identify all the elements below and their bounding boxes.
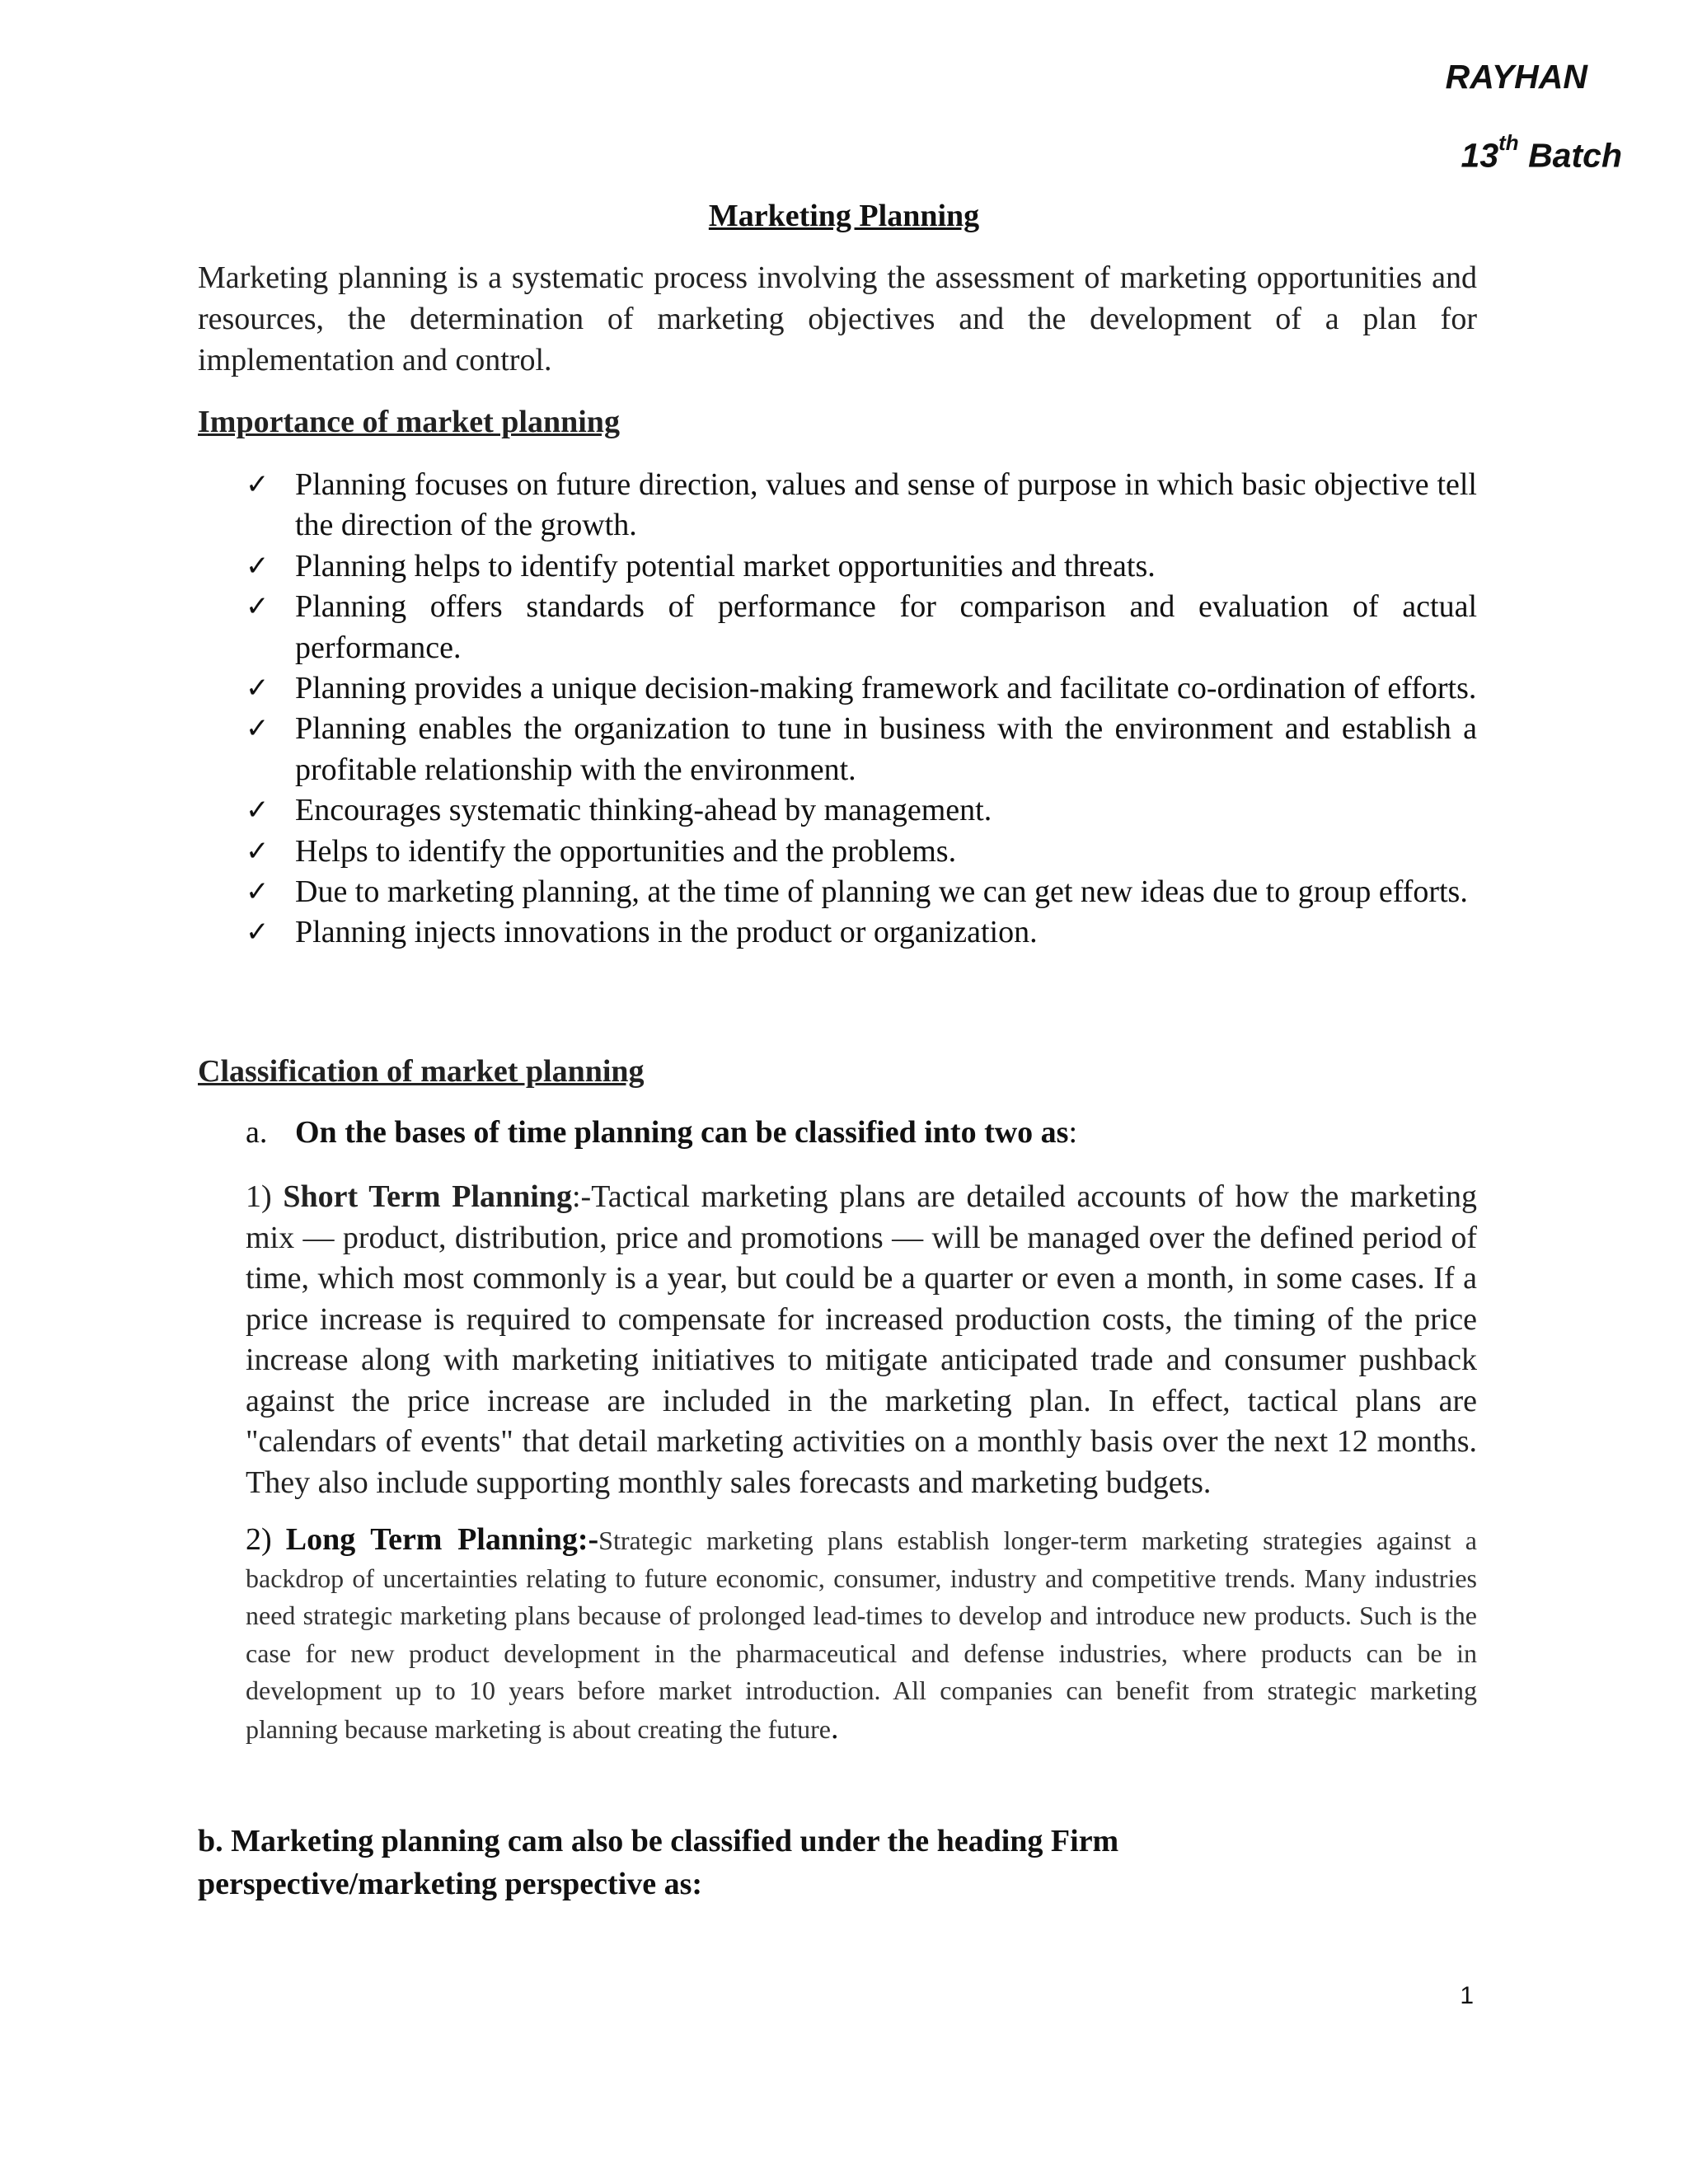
list-item-text: Encourages systematic thinking-ahead by management. — [295, 793, 992, 828]
list-item-text: Helps to identify the opportunities and the problems. — [295, 833, 957, 869]
classification-heading: Classification of market planning — [198, 1054, 645, 1089]
list-item — [246, 587, 1477, 668]
batch-suffix: th — [1498, 130, 1519, 155]
list-item — [246, 465, 1477, 546]
page-title: Marketing Planning — [708, 199, 980, 233]
batch-number: 13 — [1461, 136, 1499, 175]
long-term-number: 2) — [246, 1522, 272, 1557]
list-item — [246, 832, 1477, 872]
long-term-end: . — [830, 1710, 839, 1746]
list-item-text: Planning helps to identify potential market opportunities and threats. — [295, 548, 1156, 583]
list-item — [246, 912, 1477, 953]
short-term-number: 1) — [246, 1179, 272, 1214]
short-term-text: Tactical marketing plans are detailed accounts of how the marketing mix — product, distribution, price and promotions — will be managed over the defined period of time, which most commonly is a year, but could be a quarter or even a month, in some cases. If a price increase is required to compensate for increased production costs, the timing of the price increase along with marketing initiatives to mitigate anticipated trade and consumer pushback against the price increase are included in the marketing plan. In effect, tactical plans are "calendars of events" that detail marketing activities on a monthly basis over the next 12 months. They also include supporting monthly sales forecasts and marketing budgets. — [246, 1179, 1478, 1500]
short-term-separator: :- — [571, 1179, 592, 1214]
check-icon: ✓ — [246, 875, 270, 909]
check-icon: ✓ — [246, 916, 270, 949]
check-icon: ✓ — [246, 794, 270, 827]
list-item-text: Planning injects innovations in the product or organization. — [295, 915, 1038, 950]
check-icon: ✓ — [246, 549, 270, 583]
author-name: RAYHAN — [1445, 58, 1587, 96]
short-term-label: Short Term Planning — [283, 1179, 572, 1214]
list-item-text: Planning focuses on future direction, values and sense of purpose in which basic objective tell the direction of the growth. — [295, 467, 1477, 543]
intro-paragraph: Marketing planning is a systematic process involving the assessment of marketing opportunities and resources, the determination of marketing objectives and the development of a plan for implementation and control. — [198, 260, 1477, 377]
check-icon: ✓ — [246, 834, 270, 868]
subheading-marker: a. — [246, 1115, 268, 1150]
list-item — [246, 790, 1477, 831]
list-item-text: Planning enables the organization to tune in business with the environment and establish a profitable relationship with the environment. — [295, 711, 1477, 787]
list-item — [246, 709, 1477, 790]
page-number: 1 — [1460, 1982, 1474, 2009]
subheading-text: On the bases of time planning can be classified into two as — [295, 1115, 1069, 1150]
check-icon: ✓ — [246, 672, 270, 705]
importance-list — [246, 465, 1477, 954]
subheading-time-based — [246, 1114, 1077, 1151]
subheading-colon: : — [1068, 1115, 1078, 1150]
short-term-paragraph — [246, 1177, 1477, 1503]
list-item — [246, 668, 1477, 709]
check-icon: ✓ — [246, 590, 270, 624]
subheading-perspective: b. Marketing planning cam also be classified under the heading Firm perspective/marketing perspective as: — [198, 1824, 1119, 1901]
list-item-text: Due to marketing planning, at the time of planning we can get new ideas due to group efforts. — [295, 874, 1468, 910]
check-icon: ✓ — [246, 468, 270, 501]
long-term-text: Strategic marketing plans establish longer-term marketing strategies against a backdrop of uncertainties relating to future economic, consumer, industry and competitive trends. Many industries need strategic marketing plans because of prolonged lead-times to develop and introduce new products. Such is the case for new product development in the pharmaceutical and defense industries, where products can be in development up to 10 years before market introduction. All companies can benefit from strategic marketing planning because marketing is about creating the future — [246, 1526, 1478, 1744]
importance-heading: Importance of market planning — [198, 405, 620, 439]
long-term-label: Long Term Planning:- — [285, 1522, 599, 1557]
list-item — [246, 546, 1477, 587]
long-term-paragraph — [246, 1521, 1477, 1748]
list-item-text: Planning provides a unique decision-making framework and facilitate co-ordination of efforts. — [295, 671, 1477, 706]
batch-label: Batch — [1528, 136, 1622, 175]
list-item-text: Planning offers standards of performance for comparison and evaluation of actual performance. — [295, 589, 1477, 665]
check-icon: ✓ — [246, 712, 270, 746]
author-batch — [1461, 130, 1622, 176]
list-item — [246, 872, 1477, 912]
